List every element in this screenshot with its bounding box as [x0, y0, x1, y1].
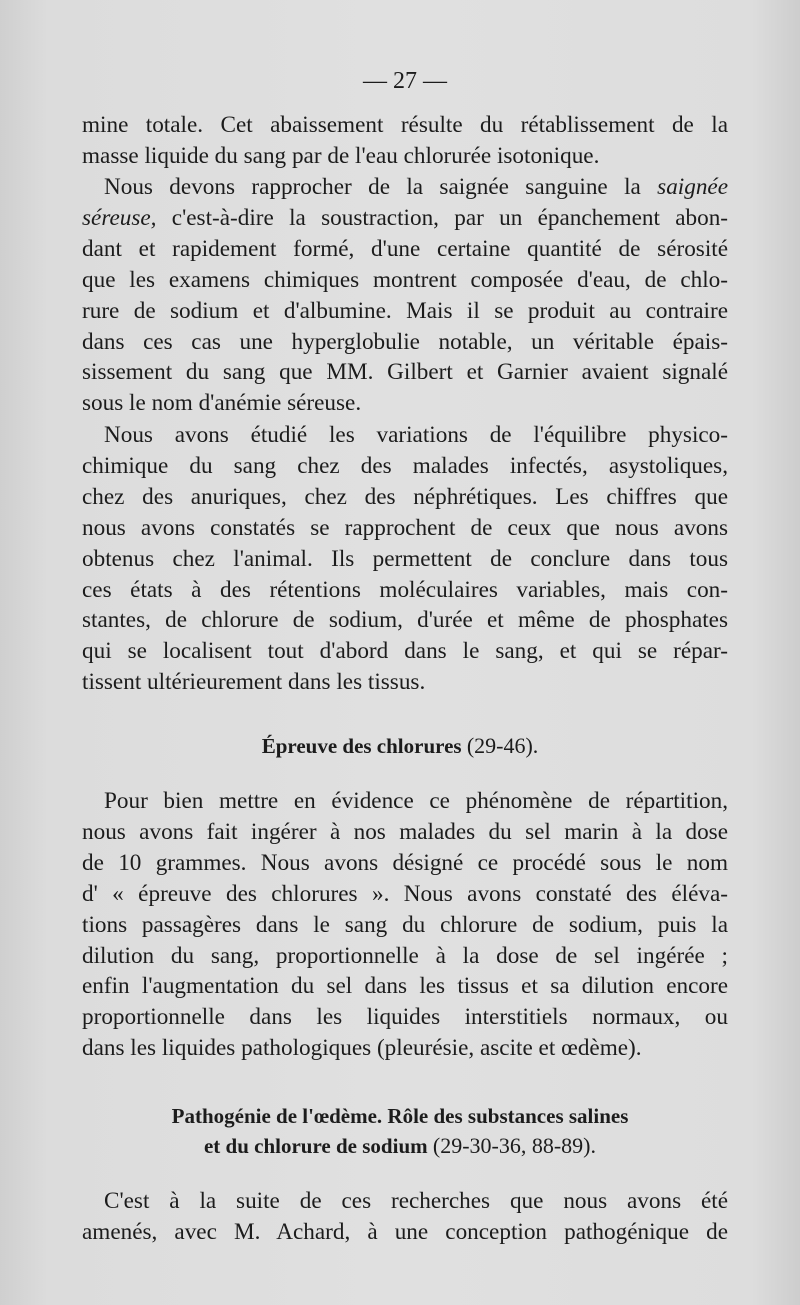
text-line: d' « épreuve des chlorures ». Nous avons constaté des éléva-	[82, 880, 728, 907]
text-line: tissent ultérieurement dans les tissus.	[82, 669, 426, 696]
text-line: stantes, de chlorure de sodium, d'urée et même de phosphates	[82, 607, 728, 634]
text-line: sous le nom d'anémie séreuse.	[82, 390, 362, 417]
text-line: que les examens chimiques montrent composée d'eau, de chlo-	[82, 266, 728, 293]
text-line: C'est à la suite de ces recherches que nous avons été	[104, 1188, 728, 1214]
text-line: mine totale. Cet abaissement résulte du rétablissement de la	[82, 112, 728, 138]
text-line: enfin l'augmentation du sel dans les tissus et sa dilution encore	[82, 973, 728, 1000]
paragraph-4	[82, 786, 728, 1064]
text-line: de 10 grammes. Nous avons désigné ce procédé sous le nom	[82, 849, 728, 876]
text-line: sissement du sang que MM. Gilbert et Garnier avaient signalé	[82, 359, 728, 386]
heading-line: Pathogénie de l'œdème. Rôle des substances salines	[171, 1104, 629, 1128]
heading-refs: (29-30-36, 88-89).	[432, 1133, 597, 1158]
text-line: obtenus chez l'animal. Ils permettent de conclure dans tous	[82, 545, 728, 572]
page-number: — 27 —	[363, 68, 447, 94]
section-heading-pathogenie	[0, 1101, 800, 1161]
text-line: Pour bien mettre en évidence ce phénomène de répartition,	[104, 788, 728, 814]
text-line: amenés, avec M. Achard, à une conception pathogénique de	[82, 1218, 728, 1245]
text-line: ces états à des rétentions moléculaires variables, mais con-	[82, 576, 728, 603]
italic-term: séreuse,	[82, 204, 157, 231]
text-line: Nous avons étudié les variations de l'équilibre physico-	[104, 422, 728, 448]
heading-title: Épreuve des chlorures	[261, 734, 462, 758]
heading-title: et du chlorure de sodium	[203, 1134, 428, 1158]
paragraph-3	[82, 420, 728, 698]
text-line: chimique du sang chez des malades infectés, asystoliques,	[82, 452, 728, 479]
text-line: tions passagères dans le sang du chlorure de sodium, puis la	[82, 911, 728, 938]
heading-line	[0, 1131, 800, 1161]
heading-refs: (29-46).	[466, 733, 539, 758]
text-line: chez des anuriques, chez des néphrétiques. Les chiffres que	[82, 483, 728, 510]
italic-term: saignée	[657, 174, 729, 200]
paragraph-5	[82, 1186, 728, 1248]
text-line: nous avons constatés se rapprochent de ceux que nous avons	[82, 514, 728, 541]
text-line: séreuse, c'est-à-dire la soustraction, par un épanchement abon-	[82, 204, 729, 231]
section-heading-epreuve	[0, 731, 800, 761]
text-line: proportionnelle dans les liquides interstitiels normaux, ou	[82, 1004, 728, 1031]
paragraph-1	[82, 110, 728, 172]
text-line: Nous devons rapprocher de la saignée sanguine la saignée	[104, 174, 729, 200]
text-line: dans ces cas une hyperglobulie notable, un véritable épais-	[82, 328, 728, 355]
text-line: masse liquide du sang par de l'eau chlorurée isotonique.	[82, 142, 600, 169]
text-line: dilution du sang, proportionnelle à la dose de sel ingérée ;	[82, 942, 728, 969]
text-line: dans les liquides pathologiques (pleurésie, ascite et œdème).	[82, 1035, 642, 1062]
text-line: nous avons fait ingérer à nos malades du sel marin à la dose	[82, 818, 728, 845]
text-line: dant et rapidement formé, d'une certaine quantité de sérosité	[82, 235, 728, 262]
text-line: qui se localisent tout d'abord dans le sang, et qui se répar-	[82, 638, 728, 665]
text-line: rure de sodium et d'albumine. Mais il se produit au contraire	[82, 297, 728, 324]
paragraph-2	[82, 172, 728, 419]
